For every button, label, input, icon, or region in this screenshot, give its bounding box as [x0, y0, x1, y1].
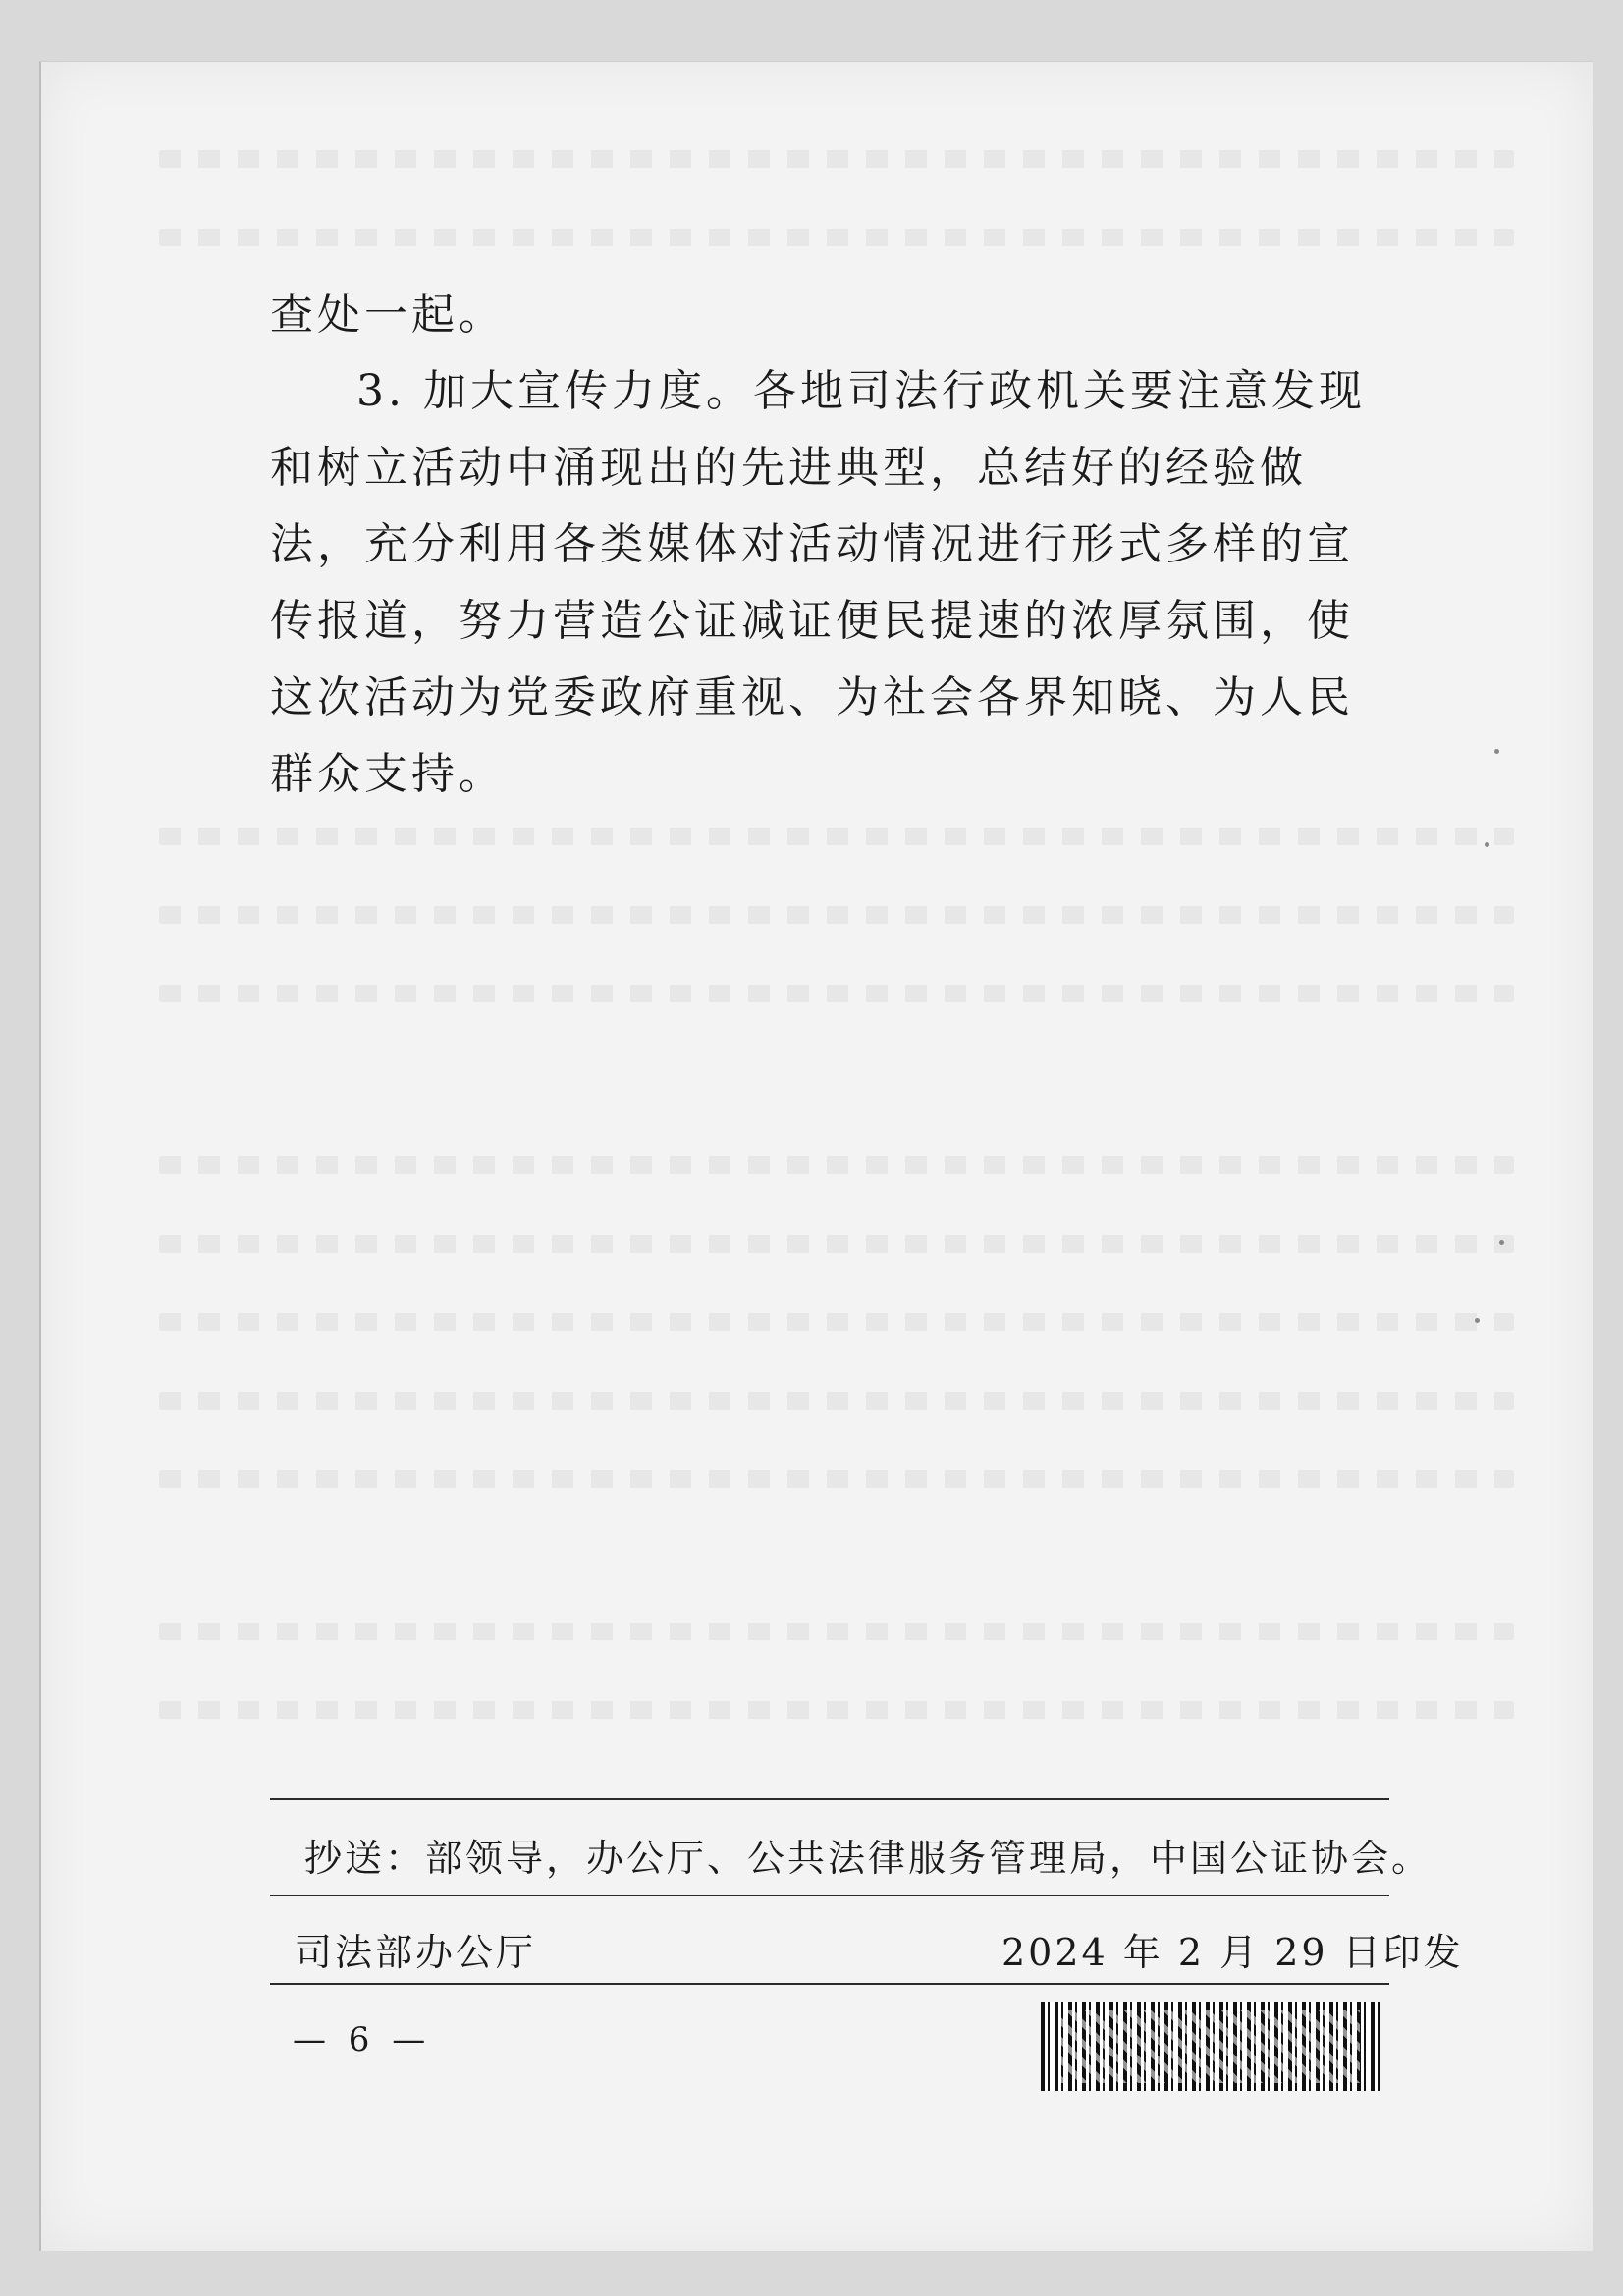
scan-speck — [1485, 842, 1489, 847]
show-through-line — [159, 1701, 1514, 1719]
show-through-line — [159, 985, 1514, 1002]
paragraph: 查处一起。 — [270, 290, 506, 340]
show-through-line — [159, 1156, 1514, 1174]
paragraph: 3. 加大宣传力度。各地司法行政机关要注意发现和树立活动中涌现出的先进典型，总结好的经验做法，充分利用各类媒体对活动情况进行形式多样的宣传报道，努力营造公证减证便民提速的浓厚氛围，使这次活动为党委政府重视、为社会各界知晓、为人民群众支持。 — [270, 366, 1366, 799]
cc-recipients: 抄送：部领导，办公厅、公共法律服务管理局，中国公证协会。 — [304, 1837, 1433, 1880]
footer-rule-bottom — [270, 1983, 1389, 1985]
show-through-line — [159, 906, 1514, 924]
page-number: — 6 — — [293, 2020, 432, 2059]
show-through-line — [159, 1313, 1514, 1331]
scan-speck — [1475, 1318, 1480, 1323]
scan-speck — [1499, 1240, 1504, 1245]
show-through-line — [159, 229, 1514, 246]
issuing-office: 司法部办公厅 — [295, 1931, 537, 1974]
show-through-line — [159, 1470, 1514, 1488]
show-through-line — [159, 1235, 1514, 1253]
show-through-line — [159, 828, 1514, 845]
show-through-line — [159, 1623, 1514, 1640]
footer-rule-middle — [270, 1895, 1389, 1896]
barcode-icon — [1041, 2002, 1380, 2091]
show-through-line — [159, 150, 1514, 168]
scan-speck — [1494, 749, 1499, 754]
document-body — [270, 277, 1370, 813]
show-through-line — [159, 1392, 1514, 1410]
footer-rule-top — [270, 1798, 1389, 1800]
issue-date: 2024 年 2 月 29 日印发 — [1001, 1931, 1464, 1974]
